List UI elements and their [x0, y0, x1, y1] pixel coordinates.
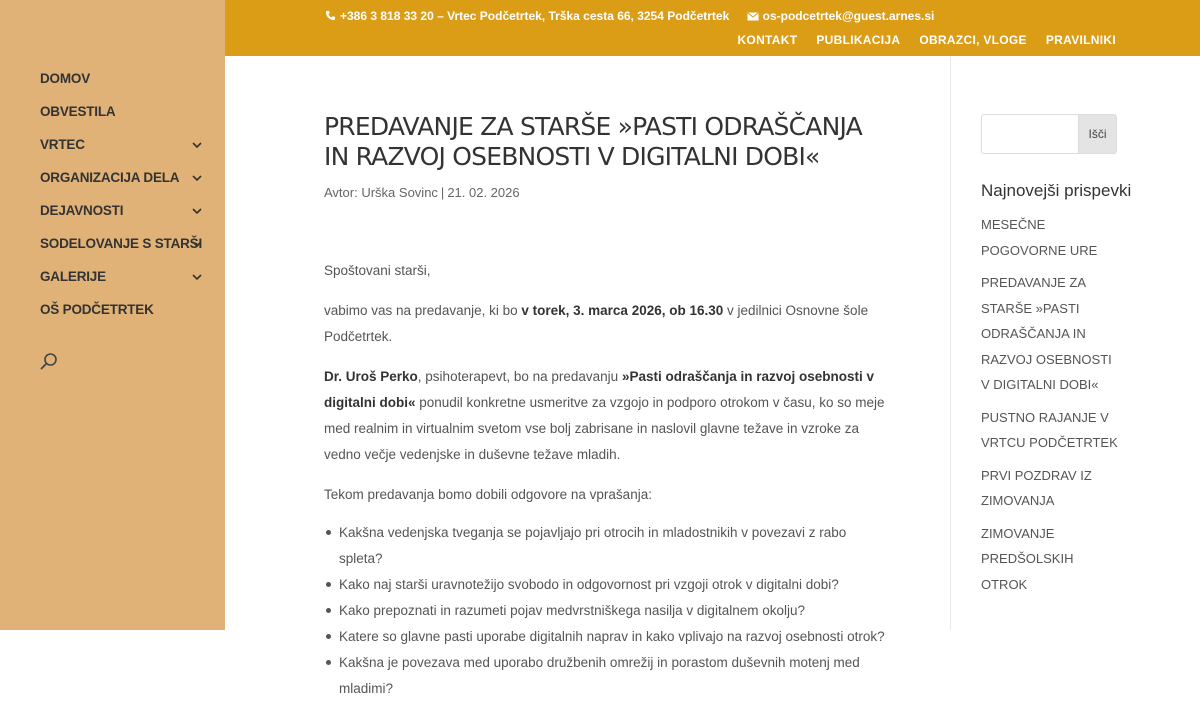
speaker-name: Dr. Uroš Perko [324, 369, 418, 384]
sidebar-item-label: GALERIJE [40, 269, 106, 284]
list-item: Kakšna vedenjska tveganja se pojavljajo pri otrocih in mladostnikih v povezavi z rabo spleta? [324, 520, 890, 572]
phone-icon [325, 10, 336, 24]
recent-posts-title: Najnovejši prispevki [981, 181, 1132, 200]
recent-post-link[interactable]: MESEČNE POGOVORNE URE [981, 217, 1098, 258]
sidebar-item-dejavnosti[interactable] [40, 200, 210, 233]
sidebar-item-label: SODELOVANJE S STARŠI [40, 236, 203, 251]
sidebar-item-label: OŠ PODČETRTEK [40, 302, 154, 317]
left-sidebar [0, 0, 225, 630]
recent-post-link[interactable]: PREDAVANJE ZA STARŠE »PASTI ODRAŠČANJA IN RAZVOJ OSEBNOSTI V DIGITALNI DOBI« [981, 275, 1112, 392]
author-prefix: Avtor: [324, 185, 358, 200]
sidebar-item-sodelovanje-s-starsi[interactable] [40, 233, 210, 266]
contact-info [325, 9, 934, 24]
meta-separator: | [440, 185, 445, 200]
list-item: Kako naj starši uravnotežijo svobodo in odgovornost pri vzgoji otrok v digitalni dobi? [324, 572, 890, 598]
post-date: 21. 02. 2026 [447, 185, 520, 200]
sidebar-item-label: DOMOV [40, 71, 91, 86]
questions-list [324, 520, 890, 702]
topnav-pravilniki[interactable]: PRAVILNIKI [1045, 33, 1116, 47]
sidebar-divider [950, 56, 951, 630]
chevron-down-icon[interactable] [190, 270, 204, 284]
envelope-icon [747, 10, 759, 24]
search-input[interactable] [981, 114, 1078, 154]
greeting: Spoštovani starši, [324, 263, 431, 278]
lecture-topic: »Pasti odraščanja in razvoj osebnosti v digitalni dobi« [324, 369, 875, 410]
sidebar-item-label: OBVESTILA [40, 104, 116, 119]
topnav-obrazci-vloge[interactable]: OBRAZCI, VLOGE [919, 33, 1027, 47]
list-item: Katere so glavne pasti uporabe digitalnih naprav in kako vplivajo na razvoj osebnosti otrok? [324, 624, 890, 650]
search-button[interactable]: Išči [1078, 114, 1117, 154]
post-meta [324, 185, 890, 200]
sidebar-item-galerije[interactable] [40, 266, 210, 299]
page-title: PREDAVANJE ZA STARŠE »PASTI ODRAŠČANJA IN RAZVOJ OSEBNOSTI V DIGITALNI DOBI« [324, 112, 862, 171]
sidebar-item-os-podcetrtek[interactable] [40, 299, 210, 332]
topnav-kontakt[interactable]: KONTAKT [737, 33, 798, 47]
top-header-bar [225, 0, 1200, 56]
recent-post-link[interactable]: ZIMOVANJE PREDŠOLSKIH OTROK [981, 525, 1074, 592]
sidebar-item-label: ORGANIZACIJA DELA [40, 170, 180, 185]
sidebar-item-domov[interactable] [40, 68, 210, 101]
sidebar-item-label: VRTEC [40, 137, 85, 152]
sidebar-item-label: DEJAVNOSTI [40, 203, 124, 218]
list-item: Kakšna je povezava med uporabo družbenih omrežij in porastom duševnih motenj med mladimi? [324, 650, 890, 702]
event-datetime: v torek, 3. marca 2026, ob 16.30 [521, 303, 724, 318]
article [324, 112, 890, 702]
recent-post-link[interactable]: PRVI POZDRAV IZ ZIMOVANJA [981, 467, 1092, 508]
main-navigation [40, 68, 210, 332]
chevron-down-icon[interactable] [190, 171, 204, 185]
sidebar-item-obvestila[interactable] [40, 101, 210, 134]
author-link[interactable]: Urška Sovinc [361, 185, 438, 200]
chevron-down-icon[interactable] [190, 204, 204, 218]
sidebar-item-vrtec[interactable] [40, 134, 210, 167]
recent-posts-list [981, 212, 1121, 604]
topnav-publikacija[interactable]: PUBLIKACIJA [816, 33, 901, 47]
top-navigation [737, 33, 1116, 47]
invite-paragraph: vabimo vas na predavanje, ki bo v torek, 3. marca 2026, ob 16.30 v jedilnici Osnovne šole Podčetrtek. [324, 303, 869, 344]
list-item: Kako prepoznati in razumeti pojav medvrstniškega nasilja v digitalnem okolju? [324, 598, 890, 624]
email-link[interactable]: os-podcetrtek@guest.arnes.si [762, 9, 935, 23]
sidebar-item-organizacija-dela[interactable] [40, 167, 210, 200]
questions-intro: Tekom predavanja bomo dobili odgovore na vprašanja: [324, 487, 652, 502]
chevron-down-icon[interactable] [190, 237, 204, 251]
recent-post-link[interactable]: PUSTNO RAJANJE V VRTCU PODČETRTEK [981, 409, 1118, 450]
search-icon[interactable] [39, 352, 59, 372]
chevron-down-icon[interactable] [190, 138, 204, 152]
search-form [981, 114, 1117, 154]
article-body [324, 258, 890, 702]
phone-address-text[interactable]: +386 3 818 33 20 – Vrtec Podčetrtek, Trška cesta 66, 3254 Podčetrtek [340, 9, 730, 23]
speaker-paragraph: Dr. Uroš Perko, psihoterapevt, bo na predavanju »Pasti odraščanja in razvoj osebnosti v digitalni dobi« ponudil konkretne usmeritve za vzgojo in podporo otrokom v času, ko so meje med realnim in virtualnim svetom vse bolj zabrisane in naslovil glavne težave in vzroke za vedno večje vedenjske in duševne težave mladih. [324, 369, 885, 462]
